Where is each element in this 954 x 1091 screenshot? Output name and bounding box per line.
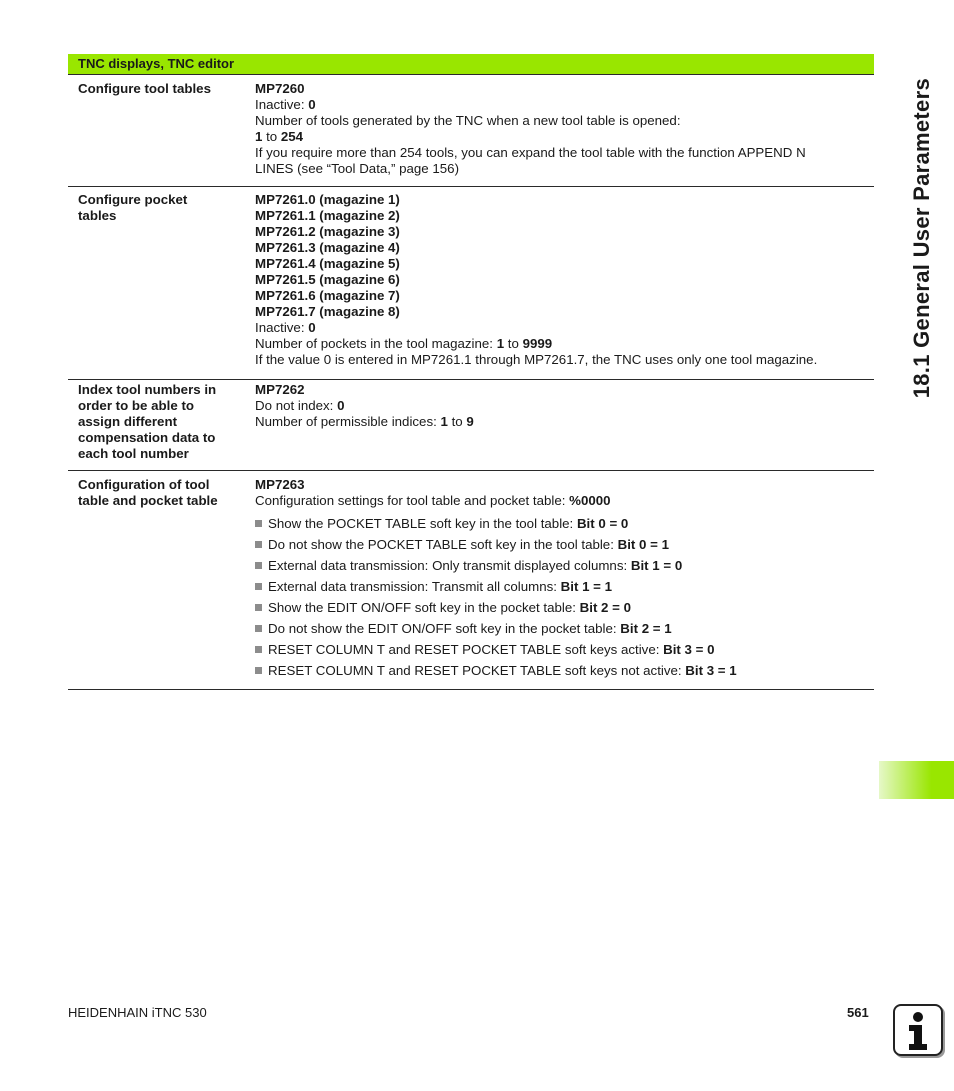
param-text: Show the POCKET TABLE soft key in the tool table: (268, 516, 577, 531)
param-line (255, 320, 870, 336)
list-item (255, 537, 870, 553)
chapter-title-text: 18.1 General User Parameters (909, 78, 934, 399)
param-text: Do not show the POCKET TABLE soft key in the tool table: (268, 537, 618, 552)
param-value: %0000 (569, 493, 611, 508)
param-text: If the value 0 is entered in MP7261.1 through MP7261.7, the TNC uses only one tool magazine. (255, 352, 818, 367)
bullet-list (255, 516, 870, 679)
chapter-tab-marker (879, 761, 954, 799)
param-label: Configuration of tool table and pocket table (78, 477, 218, 508)
param-line (255, 208, 870, 224)
param-body (255, 477, 870, 679)
param-value: Bit 0 = 0 (576, 516, 629, 531)
footer-product: HEIDENHAIN iTNC 530 (68, 1005, 207, 1020)
param-value: Bit 2 = 1 (620, 621, 672, 636)
param-line (255, 352, 870, 368)
param-value: 9 (466, 414, 474, 429)
param-value: 0 (308, 97, 316, 112)
param-line (255, 145, 870, 161)
param-line (255, 192, 870, 208)
bullet-text (268, 579, 612, 595)
param-value: MP7261.2 (magazine 3) (255, 224, 400, 239)
param-text: LINES (see “Tool Data,” page 156) (255, 161, 459, 176)
bullet-text (268, 558, 682, 574)
param-body (255, 81, 870, 177)
list-item (255, 600, 870, 616)
bullet-square-icon (255, 583, 262, 590)
param-value: Bit 3 = 1 (685, 663, 737, 678)
param-line (255, 493, 870, 509)
param-value: 1 (440, 414, 448, 429)
param-text: External data transmission: Only transmit displayed columns: (268, 558, 631, 573)
param-text: RESET COLUMN T and RESET POCKET TABLE soft keys not active: (268, 663, 686, 678)
section-title: TNC displays, TNC editor (78, 56, 235, 71)
param-body (255, 192, 870, 368)
param-line (255, 161, 870, 177)
bullet-square-icon (255, 562, 262, 569)
param-line (255, 81, 870, 97)
param-value: 1 (496, 336, 505, 351)
param-body (255, 382, 870, 430)
bullet-text (268, 516, 628, 532)
param-text: RESET COLUMN T and RESET POCKET TABLE soft keys active: (268, 642, 664, 657)
bullet-text (268, 600, 631, 616)
param-text: Number of pockets in the tool magazine: (255, 336, 497, 351)
param-value: Bit 1 = 0 (630, 558, 683, 573)
info-icon (893, 1004, 943, 1056)
param-text: to (504, 336, 523, 351)
param-value: MP7261.4 (magazine 5) (255, 256, 400, 271)
list-item (255, 579, 870, 595)
list-item (255, 642, 870, 658)
param-line (255, 240, 870, 256)
page-number: 561 (847, 1005, 869, 1020)
param-line (255, 256, 870, 272)
bullet-square-icon (255, 541, 262, 548)
param-line (255, 113, 870, 129)
param-text: If you require more than 254 tools, you can expand the tool table with the function APPEND N (255, 145, 806, 160)
param-text: Show the EDIT ON/OFF soft key in the pocket table: (268, 600, 580, 615)
param-line (255, 382, 870, 398)
param-value: 0 (337, 398, 345, 413)
section-header (68, 54, 874, 75)
param-value: MP7262 (255, 382, 305, 397)
param-value: MP7261.0 (magazine 1) (255, 192, 400, 207)
bullet-text (268, 537, 669, 553)
param-row-tool-tables (68, 75, 874, 187)
bullet-square-icon (255, 625, 262, 632)
param-line (255, 477, 870, 493)
param-line (255, 304, 870, 320)
param-value: Bit 3 = 0 (663, 642, 715, 657)
param-text: Inactive: (255, 97, 309, 112)
param-text: to (447, 414, 467, 429)
param-row-tool-pocket-config (68, 470, 874, 690)
param-line (255, 398, 870, 414)
param-line (255, 272, 870, 288)
param-value: MP7261.5 (magazine 6) (255, 272, 400, 287)
list-item (255, 621, 870, 637)
param-value: 1 (255, 129, 263, 144)
param-value: MP7261.6 (magazine 7) (255, 288, 400, 303)
param-label: Configure pocket tables (78, 192, 188, 223)
param-value: 9999 (522, 336, 553, 351)
param-line (255, 129, 870, 145)
bullet-text (268, 663, 737, 679)
param-text: Configuration settings for tool table and pocket table: (255, 493, 570, 508)
param-label: Configure tool tables (78, 81, 211, 96)
param-value: MP7263 (255, 477, 305, 492)
param-value: MP7261.1 (magazine 2) (255, 208, 400, 223)
param-text: to (262, 129, 281, 144)
bullet-text (268, 642, 714, 658)
param-text: External data transmission: Transmit all columns: (268, 579, 561, 594)
param-value: 254 (280, 129, 304, 144)
param-value: 0 (308, 320, 316, 335)
chapter-side-title (904, 78, 940, 408)
bullet-text (268, 621, 672, 637)
param-text: Inactive: (255, 320, 309, 335)
param-row-index-tool-numbers (68, 379, 874, 471)
bullet-square-icon (255, 646, 262, 653)
param-label: Index tool numbers in order to be able to assign different compensation data to each tool number (78, 382, 217, 461)
param-line (255, 336, 870, 352)
param-value: Bit 2 = 0 (579, 600, 632, 615)
list-item (255, 558, 870, 574)
bullet-square-icon (255, 667, 262, 674)
bullet-square-icon (255, 520, 262, 527)
param-row-pocket-tables (68, 186, 874, 380)
param-text: Number of permissible indices: (255, 414, 441, 429)
param-value: MP7261.3 (magazine 4) (255, 240, 400, 255)
param-value: MP7260 (255, 81, 305, 96)
param-line (255, 224, 870, 240)
param-line (255, 414, 870, 430)
param-text: Do not index: (255, 398, 338, 413)
param-text: Do not show the EDIT ON/OFF soft key in the pocket table: (268, 621, 621, 636)
param-value: Bit 1 = 1 (560, 579, 613, 594)
param-line (255, 288, 870, 304)
list-item (255, 663, 870, 679)
list-item (255, 516, 870, 532)
param-text: Number of tools generated by the TNC when a new tool table is opened: (255, 113, 681, 128)
param-value: MP7261.7 (magazine 8) (255, 304, 400, 319)
param-value: Bit 0 = 1 (617, 537, 669, 552)
bullet-square-icon (255, 604, 262, 611)
param-line (255, 97, 870, 113)
